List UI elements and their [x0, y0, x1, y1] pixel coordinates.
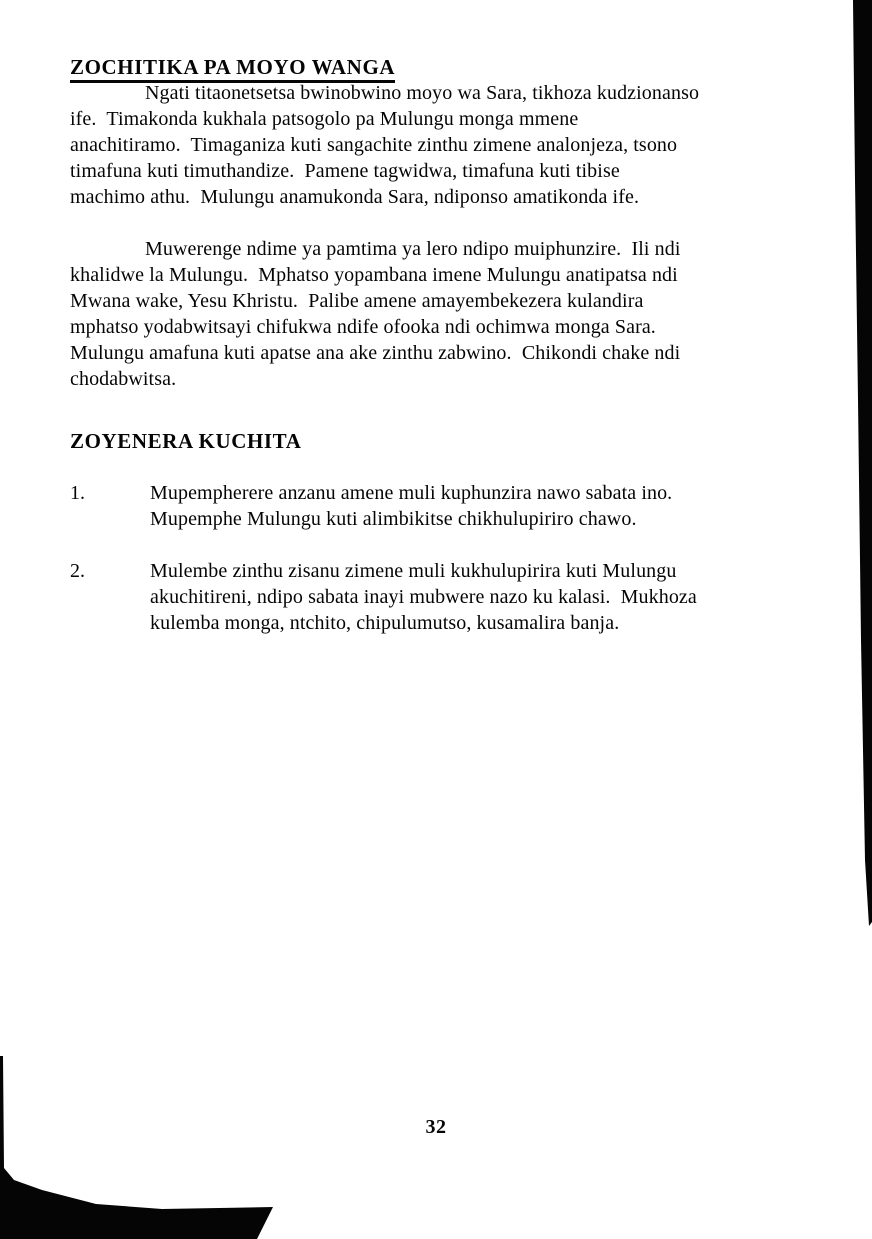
list-item-number: 2.	[70, 560, 85, 582]
paragraph-line: machimo athu. Mulungu anamukonda Sara, ndiponso amatikonda ife.	[70, 186, 640, 208]
section1-heading-text: ZOCHITIKA PA MOYO WANGA	[70, 55, 395, 83]
list-item-text	[150, 558, 790, 636]
list-item-number: 1.	[70, 482, 85, 504]
list-item-2	[70, 558, 790, 636]
paragraph-line: mphatso yodabwitsayi chifukwa ndife ofooka ndi ochimwa monga Sara.	[70, 316, 656, 338]
scan-artifact-bottom-left	[0, 1056, 273, 1239]
paragraph-2	[70, 236, 790, 392]
paragraph-line: khalidwe la Mulungu. Mphatso yopambana imene Mulungu anatipatsa ndi	[70, 264, 678, 286]
paragraph-line: Mwana wake, Yesu Khristu. Palibe amene amayembekezera kulandira	[70, 290, 644, 312]
paragraph-line: Ngati titaonetsetsa bwinobwino moyo wa Sara, tikhoza kudzionanso	[145, 82, 700, 104]
paragraph-line: timafuna kuti timuthandize. Pamene tagwidwa, timafuna kuti tibise	[70, 160, 620, 182]
scan-artifact-right-bar	[853, 0, 872, 926]
list-item-line: Mupempherere anzanu amene muli kuphunzira nawo sabata ino.	[150, 482, 673, 504]
list-item-line: kulemba monga, ntchito, chipulumutso, kusamalira banja.	[150, 612, 620, 634]
paragraph-line: ife. Timakonda kukhala patsogolo pa Mulungu monga mmene	[70, 108, 579, 130]
paragraph-line: Mulungu amafuna kuti apatse ana ake zinthu zabwino. Chikondi chake ndi	[70, 342, 681, 364]
paragraph-line: anachitiramo. Timaganiza kuti sangachite zinthu zimene analonjeza, tsono	[70, 134, 678, 156]
page-content	[70, 54, 790, 636]
paragraph-1	[70, 80, 790, 210]
list-item-1	[70, 480, 790, 532]
paragraph-line: Muwerenge ndime ya pamtima ya lero ndipo muiphunzire. Ili ndi	[145, 238, 681, 260]
section1-heading	[70, 54, 790, 80]
section2-heading: ZOYENERA KUCHITA	[70, 429, 302, 453]
list-item-line: Mulembe zinthu zisanu zimene muli kukhulupirira kuti Mulungu	[150, 560, 677, 582]
page-number: 32	[425, 1116, 447, 1138]
list-item-line: akuchitireni, ndipo sabata inayi mubwere nazo ku kalasi. Mukhoza	[150, 586, 697, 608]
list-item-text	[150, 480, 790, 532]
list-item-line: Mupemphe Mulungu kuti alimbikitse chikhulupiriro chawo.	[150, 508, 637, 530]
paragraph-line: chodabwitsa.	[70, 368, 177, 390]
